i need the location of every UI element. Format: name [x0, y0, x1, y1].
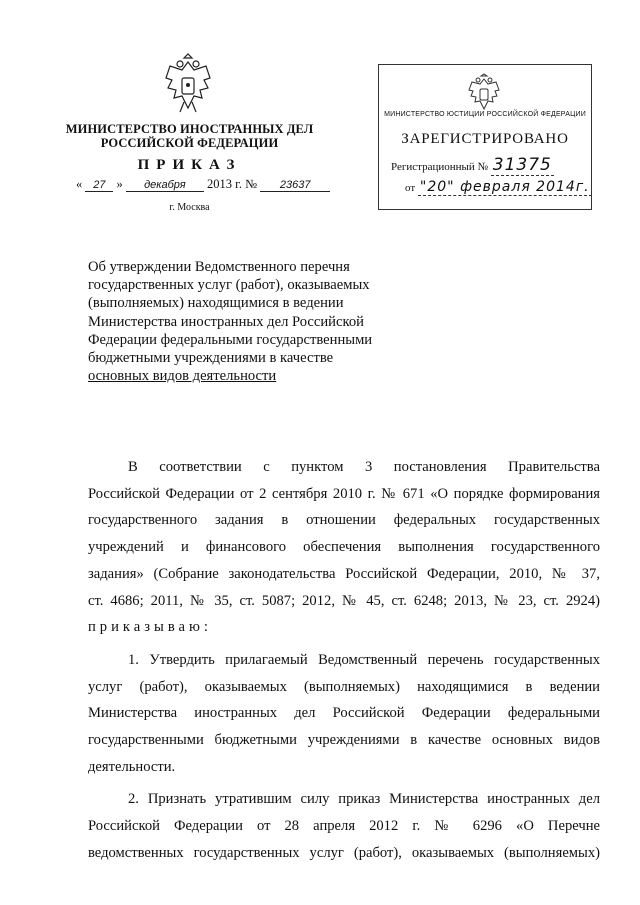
- subject-line: бюджетными учреждениями в качестве: [88, 350, 334, 367]
- subject-line: Об утверждении Ведомственного перечня: [88, 259, 350, 275]
- stamp-registration-date: [405, 179, 592, 195]
- stamp-reg-number: 31375: [492, 155, 552, 175]
- stamp-date-label: от: [405, 182, 416, 194]
- subject-line: (выполняемых) находящимися в ведении: [88, 295, 344, 312]
- ministry-line-1: МИНИСТЕРСТВО ИНОСТРАННЫХ ДЕЛ: [65, 122, 314, 136]
- registration-stamp: [378, 64, 592, 210]
- russian-coat-of-arms-icon: [160, 52, 216, 116]
- city: г. Москва: [169, 202, 210, 213]
- date-close-quote: »: [116, 177, 123, 191]
- order-month: декабря: [126, 179, 204, 192]
- item-2-line: ведомственных государственных услуг (работ), оказываемых (выполняемых): [88, 844, 600, 861]
- item-1-line: Министерства иностранных дел Российской Федерации федеральными: [88, 705, 600, 722]
- body-line: ст. 4686; 2011, № 35, ст. 5087; 2012, № 45, ст. 6248; 2013, № 23, ст. 2924): [88, 592, 600, 609]
- subject-line: Федерации федеральными государственными: [88, 331, 373, 348]
- stamp-organization: МИНИСТЕРСТВО ЮСТИЦИИ РОССИЙСКОЙ ФЕДЕРАЦИИ: [384, 111, 586, 118]
- stamp-registration-number: [391, 155, 554, 175]
- order-body: [88, 454, 600, 867]
- order-date-number: [76, 177, 326, 192]
- body-line: В соответствии с пунктом 3 постановления Правительства: [128, 459, 600, 475]
- stamp-reg-label: Регистрационный №: [391, 161, 489, 173]
- item-1-last-line: деятельности.: [88, 758, 176, 775]
- order-number: 23637: [260, 179, 330, 192]
- body-line: учреждений и финансового обеспечения выполнения государственного: [88, 539, 600, 556]
- order-day: 27: [85, 179, 113, 192]
- order-year: 13: [219, 177, 232, 191]
- item-1-line: государственными бюджетными учреждениями в качестве основных видов: [88, 732, 600, 749]
- subject-last-line: основных видов деятельности: [88, 368, 277, 385]
- order-number-label: г. №: [235, 177, 258, 191]
- stamp-emblem-icon: [465, 73, 503, 113]
- item-2-line: Российской Федерации от 28 апреля 2012 г. № 6296 «О Перечне: [88, 818, 600, 835]
- order-subject: [88, 258, 408, 385]
- date-year-prefix: 20: [207, 177, 220, 191]
- body-line: задания» (Собрание законодательства Российской Федерации, 2010, № 37,: [88, 565, 600, 582]
- subject-line: государственных услуг (работ), оказываемых: [88, 277, 370, 294]
- ministry-name: [52, 122, 327, 150]
- subject-line: Министерства иностранных дел Российской: [88, 313, 364, 330]
- ministry-line-2: РОССИЙСКОЙ ФЕДЕРАЦИИ: [100, 136, 279, 150]
- order-title: ПРИКАЗ: [137, 157, 242, 173]
- body-line: государственного задания в отношении федеральных государственных: [88, 512, 600, 529]
- date-open-quote: «: [76, 177, 83, 191]
- stamp-date-value: "20" февраля 2014г.: [419, 179, 590, 195]
- body-line: Российской Федерации от 2 сентября 2010 г. № 671 «О порядке формирования: [88, 485, 600, 502]
- order-word: приказываю:: [88, 619, 212, 636]
- item-2-line: 2. Признать утратившим силу приказ Министерства иностранных дел: [128, 791, 600, 808]
- item-1-line: 1. Утвердить прилагаемый Ведомственный перечень государственных: [128, 651, 600, 668]
- item-1-line: услуг (работ), оказываемых (выполняемых) находящимися в ведении: [88, 678, 600, 695]
- stamp-status: ЗАРЕГИСТРИРОВАНО: [401, 131, 569, 147]
